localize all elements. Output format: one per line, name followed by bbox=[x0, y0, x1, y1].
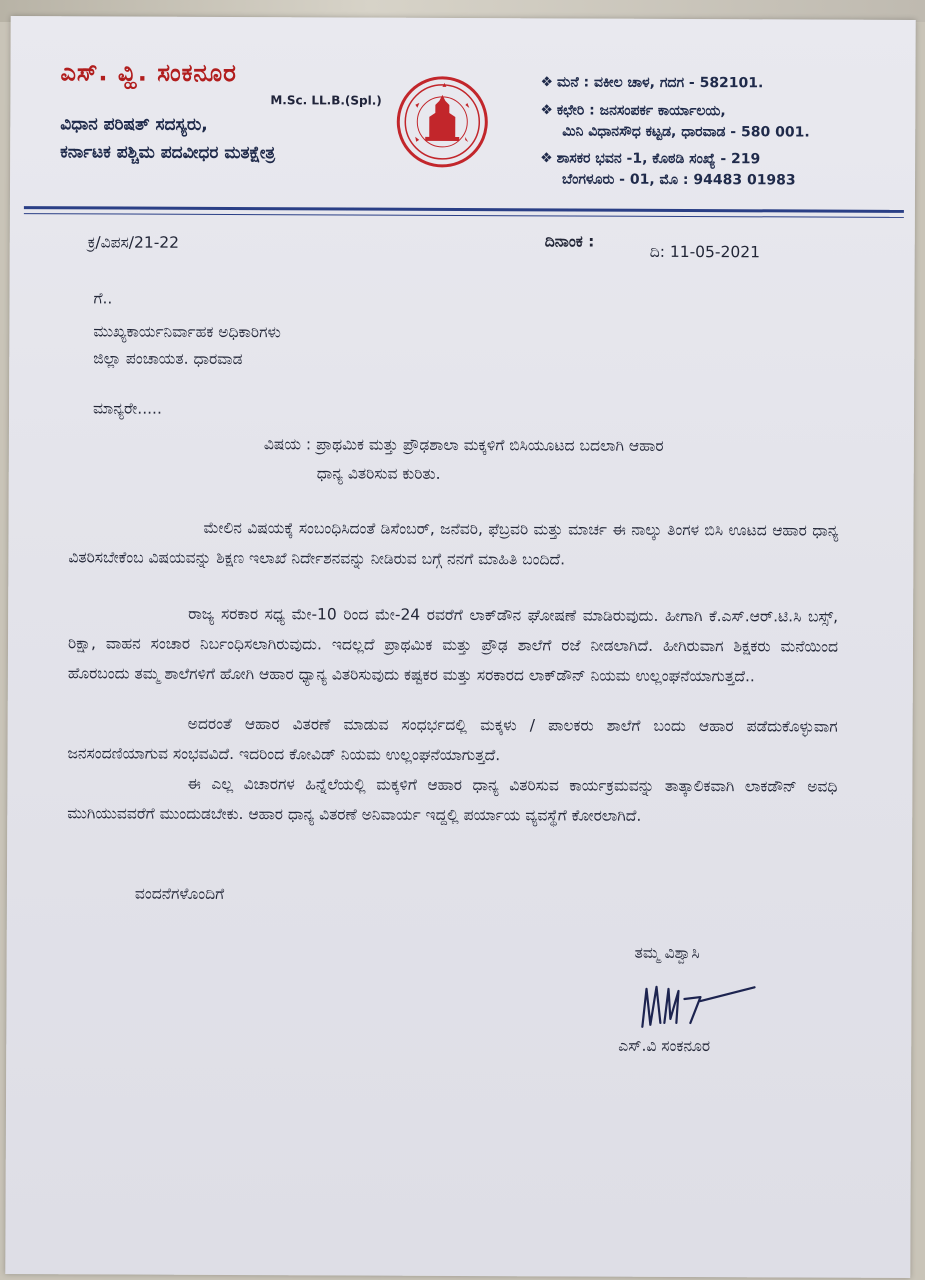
sender-degree: M.Sc. LL.B.(Spl.) bbox=[270, 93, 382, 108]
signoff: ತಮ್ಮ ವಿಶ್ವಾಸಿ bbox=[634, 943, 700, 963]
body-paragraph-1: ಮೇಲಿನ ವಿಷಯಕ್ಕೆ ಸಂಬಂಧಿಸಿದಂತೆ ಡಿಸೆಂಬರ್, ಜನೆವರಿ, ಫೆಬ್ರವರಿ ಮತ್ತು ಮಾರ್ಚ ಈ ನಾಲ್ಕು ತಿಂಗಳ ಬಿಸಿ ಊಟದ ಆಹಾರ ಧಾನ್ಯ ವಿತರಿಸಬೇಕೆಂಬ ವಿಷಯವನ್ನು ಶಿಕ್ಷಣ ಇಲಾಖೆ ನಿರ್ದೇಶನವನ್ನು ನೀಡಿರುವ ಬಗ್ಗೆ ನನಗೆ ಮಾಹಿತಿ ಬಂದಿದೆ. bbox=[68, 518, 839, 569]
address-office-line-1: ❖ ಕಛೇರಿ : ಜನಸಂಪರ್ಕ ಕಾರ್ಯಾಲಯ, bbox=[540, 102, 726, 120]
sender-designation-2: ಕರ್ನಾಟಕ ಪಶ್ಚಿಮ ಪದವೀಧರ ಮತಕ್ಷೇತ್ರ bbox=[60, 142, 276, 164]
council-seal-icon bbox=[395, 75, 489, 169]
subject-line-1: ವಿಷಯ : ಪ್ರಾಥಮಿಕ ಮತ್ತು ಪ್ರೌಢಶಾಲಾ ಮಕ್ಕಳಿಗೆ ಬಿಸಿಯೂಟದ ಬದಲಾಗಿ ಆಹಾರ bbox=[263, 435, 664, 455]
subject-line-2: ಧಾನ್ಯ ವಿತರಿಸುವ ಕುರಿತು. bbox=[316, 464, 441, 483]
sender-name: ಎಸ್. ವ್ಹಿ. ಸಂಕನೂರ bbox=[60, 58, 237, 88]
header-rule-thin bbox=[24, 213, 904, 218]
date-value: ದಿ: 11-05-2021 bbox=[649, 242, 761, 262]
header-rule-thick bbox=[24, 206, 904, 213]
address-office-line-2: ಮಿನಿ ವಿಧಾನಸೌಧ ಕಟ್ಟಡ, ಧಾರವಾಡ - 580 001. bbox=[562, 123, 810, 141]
recipient-line-1: ಮುಖ್ಯಕಾರ್ಯನಿರ್ವಾಹಕ ಅಧಿಕಾರಿಗಳು bbox=[93, 322, 281, 342]
handwritten-signature bbox=[634, 979, 774, 1040]
diamond-bullet-icon: ❖ bbox=[540, 74, 554, 91]
address-blr-line-1: ❖ ಶಾಸಕರ ಭವನ -1, ಕೊಠಡಿ ಸಂಖ್ಯೆ - 219 bbox=[540, 150, 761, 168]
signatory-name: ಎಸ್.ವಿ ಸಂಕನೂರ bbox=[618, 1036, 711, 1056]
body-paragraph-2: ರಾಜ್ಯ ಸರಕಾರ ಸಧ್ಯ ಮೇ-10 ರಿಂದ ಮೇ-24 ರವರೆಗೆ ಲಾಕ್‌ಡೌನ ಘೋಷಣೆ ಮಾಡಿರುವುದು. ಹೀಗಾಗಿ ಕೆ.ಎಸ್.ಆರ್.ಟಿ.ಸಿ ಬಸ್ಸ್, ರಿಕ್ಷಾ, ವಾಹನ ಸಂಚಾರ ನಿರ್ಬಂಧಿಸಲಾಗಿರುವುದು. ಇದಲ್ಲದೆ ಪ್ರಾಥಮಿಕ ಮತ್ತು ಪ್ರೌಢ ಶಾಲೆಗೆ ರಜೆ ನೀಡಲಾಗಿದೆ. ಹೀಗಿರುವಾಗ ಶಿಕ್ಷಕರು ಮನೆಯಿಂದ ಹೊರಬಂದು ತಮ್ಮ ಶಾಲೆಗಳಿಗೆ ಹೋಗಿ ಆಹಾರ ಧ್ಯಾನ್ಯ ವಿತರಿಸುವುದು ಕಷ್ಟಕರ ಮತ್ತು ಸರಕಾರದ ಲಾಕ್‌ಡೌನ್ ನಿಯಮ ಉಲ್ಲಂಘನೆಯಾಗುತ್ತದೆ.. bbox=[67, 604, 839, 686]
date-label: ದಿನಾಂಕ : bbox=[544, 232, 595, 251]
recipient-line-2: ಜಿಲ್ಲಾ ಪಂಚಾಯತ. ಧಾರವಾಡ bbox=[93, 349, 243, 369]
diamond-bullet-icon: ❖ bbox=[540, 150, 553, 167]
address-home: ❖ ಮನೆ : ವಕೀಲ ಚಾಳ, ಗದಗ - 582101. bbox=[540, 74, 764, 92]
body-paragraph-4: ಈ ಎಲ್ಲ ವಿಚಾರಗಳ ಹಿನ್ನೆಲೆಯಲ್ಲಿ ಮಕ್ಕಳಿಗೆ ಆಹಾರ ಧಾನ್ಯ ವಿತರಿಸುವ ಕಾರ್ಯಕ್ರಮವನ್ನು ತಾತ್ಕಾಲಿಕವಾಗಿ ಲಾಕಡೌನ್ ಅವಧಿ ಮುಗಿಯುವವರೆಗೆ ಮುಂದುಡಬೇಕು. ಆಹಾರ ಧಾನ್ಯ ವಿತರಣೆ ಅನಿವಾರ್ಯ ಇದ್ದಲ್ಲಿ ಪರ್ಯಾಯ ವ್ಯವಸ್ಥೆಗೆ ಕೋರಲಾಗಿದೆ. bbox=[67, 774, 838, 825]
reference-number: ಕ್ರ/ವಿಪಸ/21-22 bbox=[87, 233, 180, 252]
closing: ವಂದನೆಗಳೊಂದಿಗೆ bbox=[134, 884, 225, 903]
sender-designation-1: ವಿಧಾನ ಪರಿಷತ್ ಸದಸ್ಯರು, bbox=[60, 114, 208, 135]
to-label: ಗೆ.. bbox=[93, 289, 113, 308]
letter-page bbox=[5, 16, 915, 1278]
address-blr-line-2: ಬೆಂಗಳೂರು - 01, ಮೊ : 94483 01983 bbox=[562, 171, 796, 189]
greeting: ಮಾನ್ಯರೇ..... bbox=[92, 399, 162, 418]
diamond-bullet-icon: ❖ bbox=[540, 102, 553, 119]
body-paragraph-3: ಅದರಂತೆ ಆಹಾರ ವಿತರಣೆ ಮಾಡುವ ಸಂಧರ್ಭದಲ್ಲಿ ಮಕ್ಕಳು / ಪಾಲಕರು ಶಾಲೆಗೆ ಬಂದು ಆಹಾರ ಪಡೆದುಕೊಳ್ಳುವಾಗ ಜನಸಂದಣಿಯಾಗುವ ಸಂಭವವಿದೆ. ಇದರಿಂದ ಕೋವಿಡ್ ನಿಯಮ ಉಲ್ಲಂಘನೆಯಾಗುತ್ತದೆ. bbox=[67, 714, 838, 765]
